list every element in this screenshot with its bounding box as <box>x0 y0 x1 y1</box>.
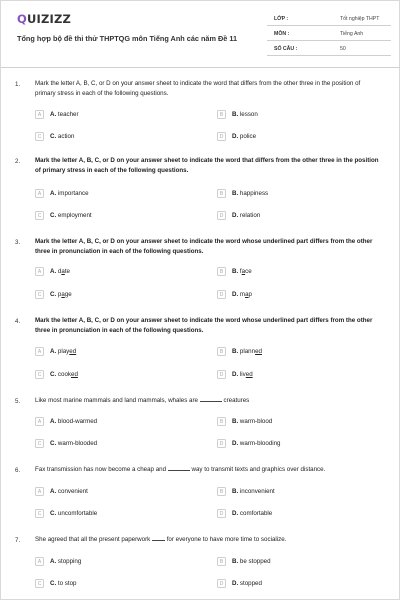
option-text: lived <box>239 371 253 378</box>
option-text: map <box>239 291 252 298</box>
option-text: comfortable <box>239 510 273 517</box>
option-text: be stopped <box>239 558 271 565</box>
option-letter-box: D <box>217 211 226 220</box>
question-text: Mark the letter A, B, C, or D on your answer sheet to indicate the word that differs from the other three in the position of primary stress in each of the following questions. <box>35 157 379 174</box>
option-letter-box: C <box>35 439 44 448</box>
option-text: police <box>239 133 257 140</box>
option-letter-box: C <box>35 290 44 299</box>
question-number: 2. <box>15 158 21 165</box>
question-number: 7. <box>15 537 21 544</box>
option-letter-box: B <box>217 417 226 426</box>
option-text: warm-blood <box>239 418 273 425</box>
question-number: 4. <box>15 318 21 325</box>
option-letter-box: A <box>35 417 44 426</box>
option-letter-box: B <box>217 110 226 119</box>
question-number: 3. <box>15 239 21 246</box>
option-text: cooked <box>57 371 78 378</box>
question-text: Mark the letter A, B, C, or D on your answer sheet to indicate the word whose underlined part differs from the other three in pronunciation in each of the following questions. <box>35 317 373 334</box>
quizizz-logo: QUIZIZZ <box>17 12 72 26</box>
option-letter-box: D <box>217 509 226 518</box>
answer-blank <box>152 536 165 541</box>
option-letter-box: B <box>217 267 226 276</box>
option-text: stopped <box>239 580 262 587</box>
option-text: planned <box>239 348 262 355</box>
question-text: Mark the letter A, B, C, or D on your answer sheet to indicate the word whose underlined part differs from the other three in pronunciation in each of the following questions. <box>35 238 373 255</box>
answer-blank <box>168 466 190 471</box>
option-text: played <box>57 348 77 355</box>
option-text: date <box>57 268 70 275</box>
worksheet-title: Tổng hợp bộ đề thi thử THPTQG môn Tiếng Anh các năm Đề 11 <box>17 34 238 43</box>
option-text: happiness <box>239 190 269 197</box>
meta-label: SỐ CÂU : <box>274 46 298 52</box>
option-text: convenient <box>57 488 88 495</box>
worksheet-page: QUIZIZZ Tổng hợp bộ đề thi thử THPTQG môn Tiếng Anh các năm Đề 11 LỚP : Tốt nghiệp THPT MÔN : Tiếng Anh SỐ CÂU : 50 1. Mark the letter A, B, C, or D on your answer sheet to indicate the word that differs from the other three in the position of primary stress in each of the following questions. A A. teacher B B. lesson C C. action D D. police 2. Mark the letter A, B, C, or D on your answer sheet to indicate the word that differs from the other three in the position of primary stress in each of the following questions. A A. importance B B. happiness C C. employment D D. relation 3. Mark the letter A, B, C, or D on your answer sheet to indicate the word whose underlined part differs from the other three in pronunciation in each of the following questions. A A. date B B. face C C. page D D. map 4. Mark the letter A, B, C, or D on your answer sheet to indicate the word whose underlined part differs from the other three in pronunciation in each of the following questions. A A. played B B. planned C C. cooked D D. lived 5. Like most marine mammals and land mammals, whales are creatures A A. blood-warmed B B. warm-blood C C. warm-blooded D D. warm-blooding 6. Fax transmission has now become a cheap and way to transmit texts and graphics over distance. A A. convenient B B. inconvenient C C. uncomfortable D D. comfortable 7. She agreed that all the present paperwork for everyone to have more time to socialize. A A. stopping B B. be stopped C C. to stop D D. stopped <box>0 0 400 600</box>
option-text: relation <box>239 212 261 219</box>
question-number: 5. <box>15 398 21 405</box>
option-letter-box: C <box>35 132 44 141</box>
option-letter-box: B <box>217 347 226 356</box>
option-letter-box: A <box>35 189 44 198</box>
option-letter-box: D <box>217 439 226 448</box>
option-letter-box: D <box>217 370 226 379</box>
option-text: warm-blooded <box>57 440 98 447</box>
option-letter-box: A <box>35 347 44 356</box>
meta-row-class <box>267 14 391 26</box>
option-letter-box: D <box>217 579 226 588</box>
option-text: uncomfortable <box>57 510 98 517</box>
option-letter-box: C <box>35 370 44 379</box>
option-text: action <box>57 133 75 140</box>
answer-blank <box>200 397 222 402</box>
option-letter-box: D <box>217 290 226 299</box>
option-letter-box: C <box>35 579 44 588</box>
option-letter-box: B <box>217 487 226 496</box>
option-text: to stop <box>57 580 77 587</box>
option-text: stopping <box>57 558 82 565</box>
question-text: Mark the letter A, B, C, or D on your answer sheet to indicate the word that differs from the other three in the position of primary stress in each of the following questions. <box>35 80 361 97</box>
option-text: page <box>57 291 72 298</box>
question-text: She agreed that all the present paperwork for everyone to have more time to socialize. <box>35 536 287 543</box>
worksheet-header <box>1 1 400 67</box>
option-text: lesson <box>239 111 258 118</box>
option-letter-box: A <box>35 557 44 566</box>
meta-row-question-count <box>267 44 391 56</box>
question-number: 6. <box>15 467 21 474</box>
option-text: teacher <box>57 111 79 118</box>
question-text: Fax transmission has now become a cheap and way to transmit texts and graphics over distance. <box>35 466 326 473</box>
option-text: blood-warmed <box>57 418 98 425</box>
meta-value: 50 <box>340 46 346 52</box>
option-letter-box: A <box>35 487 44 496</box>
option-letter-box: A <box>35 267 44 276</box>
option-letter-box: A <box>35 110 44 119</box>
meta-row-subject <box>267 29 391 41</box>
option-text: inconvenient <box>239 488 275 495</box>
meta-value: Tiếng Anh <box>340 31 364 37</box>
option-letter-box: B <box>217 557 226 566</box>
question-text: Like most marine mammals and land mammals, whales are creatures <box>35 397 250 404</box>
option-letter-box: C <box>35 211 44 220</box>
option-letter-box: B <box>217 189 226 198</box>
meta-label: MÔN : <box>274 31 290 37</box>
option-text: importance <box>57 190 89 197</box>
meta-label: LỚP : <box>274 16 289 22</box>
option-letter-box: C <box>35 509 44 518</box>
option-text: face <box>239 268 252 275</box>
option-letter-box: D <box>217 132 226 141</box>
meta-value: Tốt nghiệp THPT <box>340 16 380 22</box>
question-number: 1. <box>15 81 21 88</box>
option-text: employment <box>57 212 92 219</box>
header-divider <box>1 67 400 68</box>
option-text: warm-blooding <box>239 440 281 447</box>
